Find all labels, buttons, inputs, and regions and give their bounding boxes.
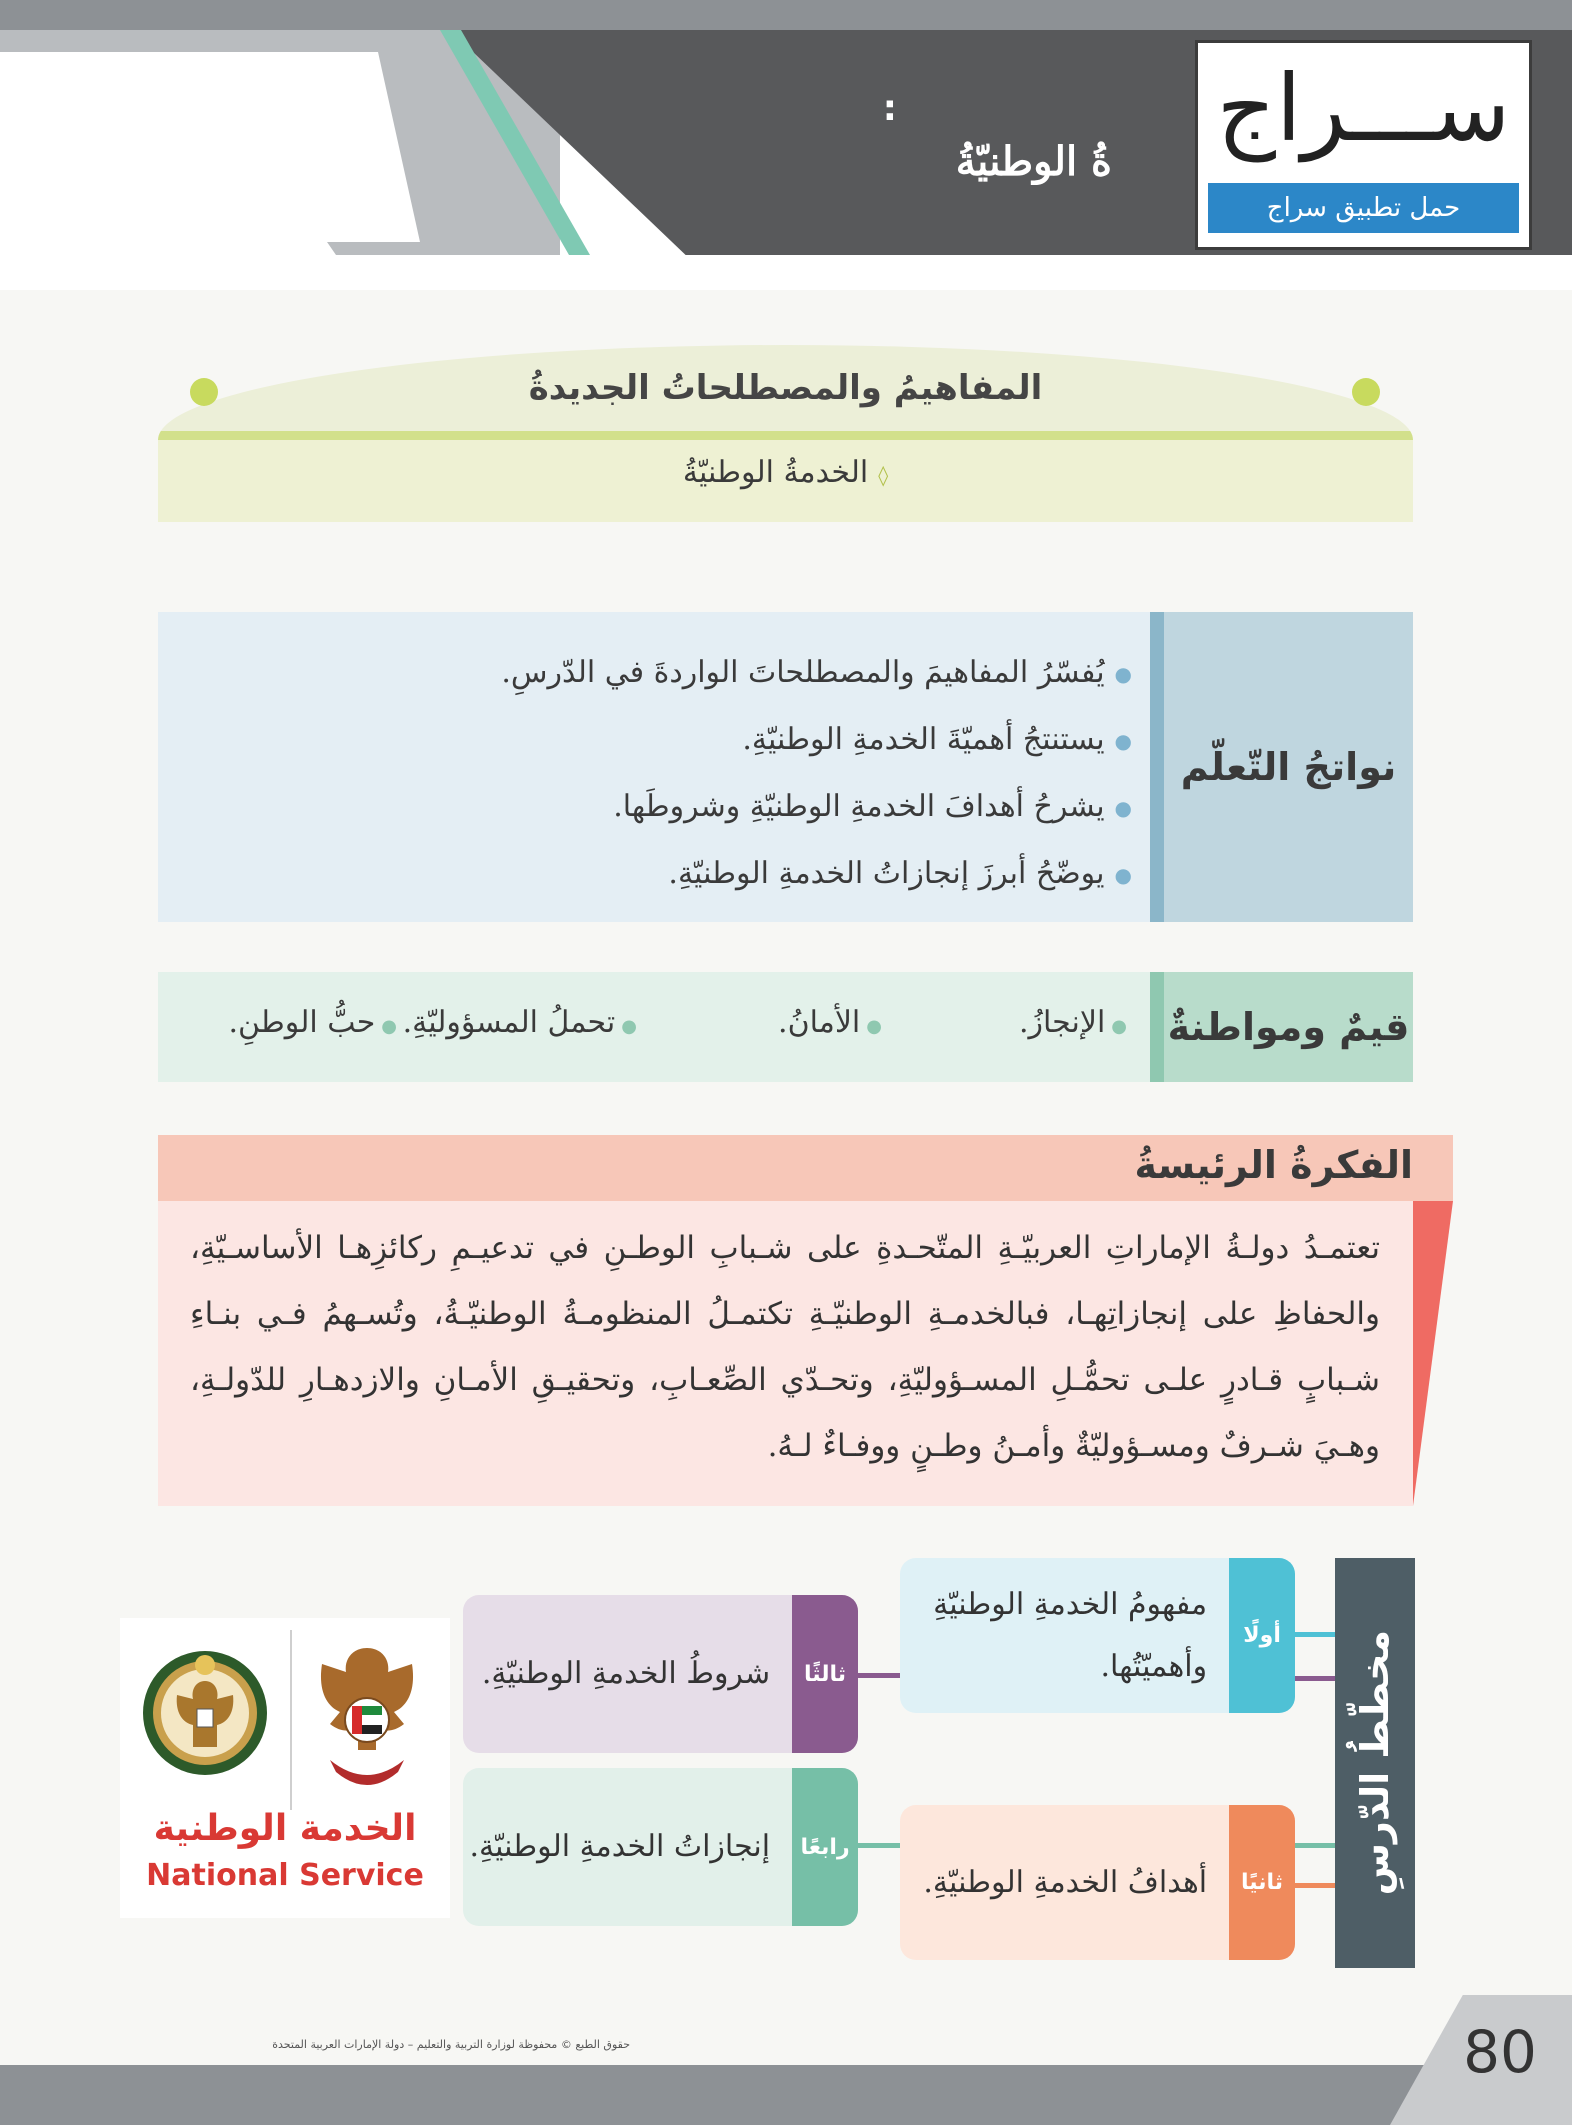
main-idea-title: الفكرةُ الرئيسةُ	[1134, 1143, 1413, 1187]
plan-item-text: شروطُ الخدمةِ الوطنيّةِ.	[481, 1656, 771, 1691]
page-number: 80	[1463, 2018, 1537, 2086]
connector-line	[1295, 1632, 1335, 1637]
dot-bullet-icon: ●	[621, 1016, 637, 1037]
value-item: ●الإنجازُ.	[1018, 1005, 1127, 1040]
value-item: ●الأمانُ.	[778, 1005, 882, 1040]
outcome-item: ●يشرحُ أهدافَ الخدمةِ الوطنيّةِ وشروطَها.	[613, 789, 1132, 824]
dot-bullet-icon: ●	[1114, 662, 1132, 686]
footer-bar	[0, 2065, 1572, 2125]
plan-tag: رابعًا	[792, 1768, 858, 1926]
dot-bullet-icon: ●	[381, 1016, 397, 1037]
outcome-item: ●يستنتجُ أهميّةَ الخدمةِ الوطنيّةِ.	[742, 722, 1132, 757]
dot-bullet-icon: ●	[1114, 796, 1132, 820]
connector-line	[1295, 1883, 1335, 1888]
siraj-app-logo[interactable]	[1195, 40, 1532, 250]
outcome-item: ●يُفسّرُ المفاهيمَ والمصطلحاتَ الواردةَ في الدّرسِ.	[501, 655, 1132, 690]
main-idea-accent	[1413, 1201, 1453, 1506]
plan-item-text: مفهومُ الخدمةِ الوطنيّةِ وأهميّتُها.	[933, 1586, 1208, 1684]
values-label: قيمٌ ومواطنةٌ	[1150, 972, 1413, 1082]
plan-tag: ثانيًا	[1229, 1805, 1295, 1960]
connector-line	[1295, 1843, 1335, 1848]
siraj-wordmark: ســـراج	[1216, 55, 1511, 162]
header-white-wedge	[0, 52, 420, 242]
lesson-title: ةُ الوطنيّةُ	[955, 138, 1112, 185]
learning-outcomes-list	[432, 640, 1132, 908]
value-item: ●حبُّ الوطنِ.	[228, 1005, 397, 1040]
diamond-bullet-icon: ◊	[878, 463, 889, 487]
concept-item: ◊الخدمةُ الوطنيّةُ	[682, 455, 889, 490]
value-item: ●تحملُ المسؤوليّةِ.	[402, 1005, 637, 1040]
national-service-arabic: الخدمة الوطنية	[153, 1808, 417, 1849]
copyright-note: حقوق الطبع © محفوظة لوزارة التربية والتعليم – دولة الإمارات العربية المتحدة	[272, 2038, 630, 2051]
dot-bullet-icon: ●	[1114, 863, 1132, 887]
main-idea-text: تعتمـدُ دولـةُ الإماراتِ العربيّـةِ المتّحـدةِ على شـبابِ الوطـنِ في تدعيـمِ ركائزِهـا الأساسـيّةِ، والحفاظِ على إنجازاتِهـا، فبالخدمـةِ الوطنيّـةِ تكتمـلُ المنظومـةُ الوطنيّـةُ، وتُسـهمُ فـي بنـاءِ شـبابٍ قـادرٍ علـى تحمُّـلِ المسـؤوليّةِ، وتحـدّي الصِّعـابِ، وتحقيـقِ الأمـانِ والازدهـارِ للدّولـةِ، وهـيَ شـرفٌ ومسـؤوليّةٌ وأمـنُ وطـنٍ ووفـاءٌ لـهُ.	[190, 1230, 1380, 1464]
plan-tag: ثالثًا	[792, 1595, 858, 1753]
connector-line	[1295, 1676, 1335, 1681]
lesson-plan-item-2[interactable]	[900, 1805, 1295, 1960]
national-service-emblem-icon	[135, 1635, 275, 1795]
dot-bullet-icon: ●	[1111, 1016, 1127, 1037]
dot-bullet-icon: ●	[866, 1016, 882, 1037]
connector-line	[858, 1673, 900, 1678]
outcome-item: ●يوضّحُ أبرزَ إنجازاتُ الخدمةِ الوطنيّةِ.	[668, 856, 1132, 891]
plan-item-text: أهدافُ الخدمةِ الوطنيّةِ.	[923, 1864, 1208, 1900]
lesson-plan-title: مخطّطُ الدّرسِ	[1353, 1630, 1397, 1896]
dot-bullet-icon: ●	[1114, 729, 1132, 753]
siraj-download-tagline[interactable]: حمل تطبيق سراج	[1208, 183, 1519, 233]
logo-divider	[290, 1630, 292, 1810]
plan-item-text: إنجازاتُ الخدمةِ الوطنيّةِ.	[469, 1829, 771, 1864]
lesson-plan-item-1[interactable]	[900, 1558, 1295, 1713]
learning-outcomes-label: نواتجُ التّعلّم	[1150, 612, 1413, 922]
concepts-title: المفاهيمُ والمصطلحاتُ الجديدةُ	[528, 368, 1043, 408]
header-top-strip	[0, 0, 1572, 30]
header-colon: :	[882, 88, 897, 129]
uae-eagle-emblem-icon	[300, 1640, 435, 1800]
national-service-english: National Service	[146, 1858, 424, 1893]
lesson-plan-item-3[interactable]	[463, 1595, 858, 1753]
lesson-plan-item-4[interactable]	[463, 1768, 858, 1926]
plan-tag: أولًا	[1229, 1558, 1295, 1713]
connector-line	[858, 1843, 900, 1848]
